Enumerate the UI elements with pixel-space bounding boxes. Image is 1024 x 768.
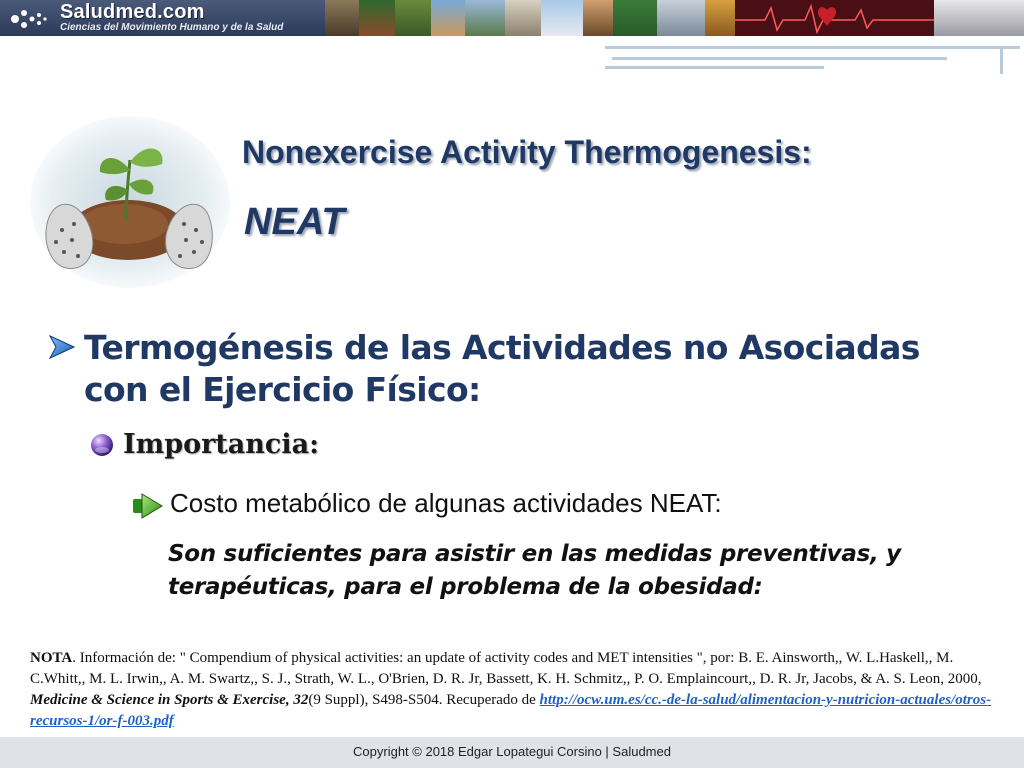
saludmed-logo[interactable] <box>0 0 325 36</box>
reference-note <box>30 648 996 732</box>
logo-dots-icon <box>10 7 50 31</box>
photo-tile-ball <box>705 0 735 36</box>
slide-title: Nonexercise Activity Thermogenesis: <box>242 134 812 170</box>
arrow-bullet-icon <box>48 334 76 360</box>
site-name: Saludmed.com <box>60 1 205 23</box>
photo-tile-jump <box>541 0 583 36</box>
photo-tile-runner <box>325 0 359 36</box>
seedling-in-hands-image <box>28 110 233 290</box>
bullet-costo-metabolico: Costo metabólico de algunas actividades NEAT: <box>170 488 722 518</box>
bullet-termogenesis: Termogénesis de las Actividades no Asociadas con el Ejercicio Físico: <box>84 328 920 409</box>
orb-bullet-icon <box>90 433 114 457</box>
green-arrow-bullet-icon <box>132 493 164 519</box>
note-text-before: . Información de: " Compendium of physical activities: an update of activity codes and MET intensities ", por: B. E. Ainsworth,, W. L.Haskell,, M. C.Whitt,, M. L. Irwin,, A. M. Swartz,, S. J., Strath, W. L., O'Brien, D. R. Jr, Bassett, K. H. Schmitz,, P. O. Emplaincourt,, D. R. Jr, Jacobs, & A. S. Leon, 2000, <box>30 650 982 687</box>
header-rule-middle <box>612 57 947 60</box>
photo-tile-team <box>657 0 705 36</box>
header-rule-top <box>605 46 1020 49</box>
footer-bar <box>0 737 1024 768</box>
bullet-costo-detail: Son suficientes para asistir en las medidas preventivas, y terapéuticas, para el problema de la obesidad: <box>168 541 901 600</box>
photo-tile-field <box>395 0 431 36</box>
header-rule-right <box>1000 46 1003 74</box>
note-label: NOTA <box>30 650 73 666</box>
heartbeat-icon <box>735 0 934 36</box>
site-banner <box>0 0 1024 36</box>
photo-tile-track <box>583 0 613 36</box>
sports-photo-strip <box>325 0 1024 36</box>
photo-tile-stretch <box>613 0 657 36</box>
header-rule-bottom <box>605 66 824 69</box>
photo-tile-cyclists <box>465 0 505 36</box>
note-journal: Medicine & Science in Sports & Exercise, 32 <box>30 692 309 708</box>
photo-tile-forest <box>359 0 395 36</box>
reference-link[interactable]: http://ocw.um.es/cc.-de-la-salud/alimentacion-y-nutricion-actuales/otros-recursos-1/or-f-003.pdf <box>30 692 992 729</box>
site-tagline: Ciencias del Movimiento Humano y de la Salud <box>60 22 284 33</box>
ecg-heart-panel <box>735 0 934 36</box>
photo-tile-gym <box>505 0 541 36</box>
note-text-after: (9 Suppl), S498-S504. Recuperado de <box>308 692 540 708</box>
slide-subtitle-neat: NEAT <box>244 201 345 243</box>
photo-tile-treadmill <box>934 0 1024 36</box>
copyright-text: Copyright © 2018 Edgar Lopategui Corsino | Saludmed <box>353 744 671 759</box>
bullet-importancia: Importancia: <box>123 429 320 460</box>
photo-tile-sky <box>431 0 465 36</box>
